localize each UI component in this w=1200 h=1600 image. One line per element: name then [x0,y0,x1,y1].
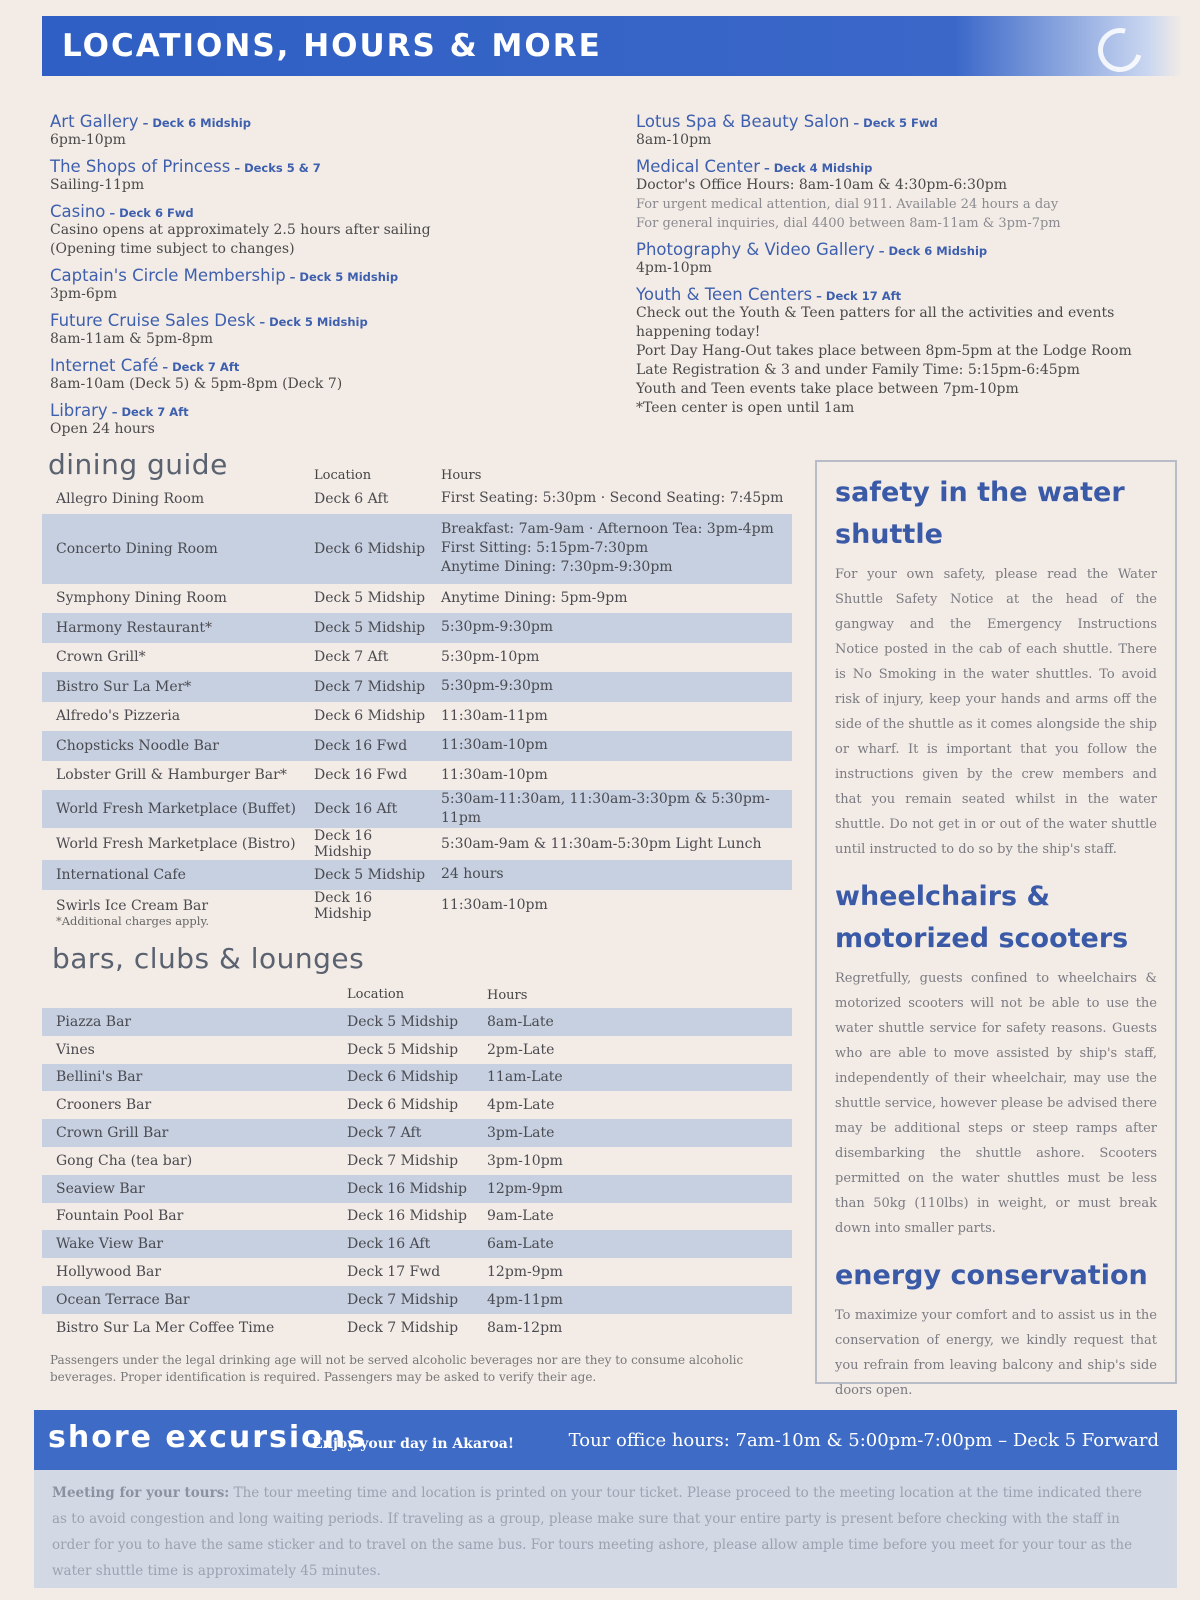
bar-name: Ocean Terrace Bar [56,1291,190,1308]
venue-block [50,157,610,195]
bar-name: Bellini's Bar [56,1069,143,1086]
shore-body [34,1470,1177,1588]
bar-row [42,1203,792,1231]
venue-deck: – Decks 5 & 7 [234,161,321,175]
bar-name: Crooners Bar [56,1097,152,1114]
venue-deck: – Deck 5 Midship [259,315,368,329]
venue-detail: happening today! [636,324,761,340]
bar-row [42,1286,792,1314]
safety-sidebar [815,460,1177,1398]
dining-hours [427,702,792,732]
venue-heading [50,157,610,176]
dining-name: World Fresh Marketplace (Buffet) [56,801,297,817]
venue-detail: Casino opens at approximately 2.5 hours after sailing [50,222,431,238]
dining-location: Deck 16 Fwd [314,737,408,754]
bar-name: Seaview Bar [56,1180,145,1197]
bar-row [42,1230,792,1258]
dining-location: Deck 7 Aft [314,649,389,666]
bar-name: Hollywood Bar [56,1264,162,1281]
shore-text: The tour meeting time and location is printed on your tour ticket. Please proceed to the meeting location at the time indicated there as to avoid congestion and long waiting periods. If traveling as a group, please make sure that your entire party is present before checking with the staff in order for you to have the same sticker and to travel on the same bus. For tours meeting ashore, please allow ample time before you meet for your tour as the water shuttle time is approximately 45 minutes. [52,1485,1143,1579]
venue-block [636,157,1136,233]
dining-row [42,702,792,732]
dining-location: Deck 6 Midship [314,708,426,725]
dining-name: Swirls Ice Cream Bar [56,897,209,914]
dining-row [42,643,792,673]
dining-hours [427,643,792,673]
venue-name: Internet Café [50,356,159,375]
venue-detail: Check out the Youth & Teen patters for all the activities and events [636,305,1115,321]
dining-hours [427,484,792,514]
dining-note: *Additional charges apply. [56,914,210,928]
bar-row [42,1064,792,1092]
bar-hours: 12pm-9pm [487,1180,563,1197]
venue-block [50,266,610,304]
bar-name: Vines [56,1041,95,1058]
dining-name: Lobster Grill & Hamburger Bar* [56,767,287,784]
venue-heading [50,112,610,131]
bar-hours: 8am-Late [487,1013,554,1030]
tour-office-hours: Tour office hours: 7am-10m & 5:00pm-7:00pm – Deck 5 Forward [568,1430,1159,1451]
dining-hours-line: Anytime Dining: 7:30pm-9:30pm [441,559,673,575]
dining-hours-line: First Sitting: 5:15pm-7:30pm [441,540,649,556]
dining-hours-line: 5:30am-9am & 11:30am-5:30pm Light Lunch [441,835,762,852]
bars-title: bars, clubs & lounges [52,942,365,975]
dining-hours-line: 24 hours [441,866,504,883]
bar-name: Fountain Pool Bar [56,1208,184,1225]
dining-row [42,731,792,761]
bar-row [42,1258,792,1286]
dining-location: Deck 5 Midship [314,866,426,883]
venue-detail: 8am-10am (Deck 5) & 5pm-8pm (Deck 7) [50,376,343,392]
dining-hours [427,890,792,922]
dining-row [42,613,792,643]
venue-name: Youth & Teen Centers [636,285,813,304]
venue-detail: Open 24 hours [50,421,155,437]
dining-row [42,672,792,702]
bar-row [42,1147,792,1175]
bar-name: Gong Cha (tea bar) [56,1152,193,1169]
venue-block [50,202,610,259]
energy-text: To maximize your comfort and to assist us in the conservation of energy, we kindly request that you refrain from leaving balcony and ship's side doors open. [835,1308,1157,1398]
shore-excursions-banner [34,1410,1177,1470]
venue-heading [50,202,610,221]
dining-hours [427,514,792,584]
venue-name: Lotus Spa & Beauty Salon [636,112,850,131]
bar-name: Crown Grill Bar [56,1125,169,1142]
dining-name: Bistro Sur La Mer* [56,678,192,695]
venue-deck: – Deck 7 Aft [162,360,240,374]
wheelchairs-text: Regretfully, guests confined to wheelchairs & motorized scooters will not be able to use the water shuttle service for safety reasons. Guests who are able to move assisted by ship's staff, independently of their wheelchair, may use the shuttle service, however please be advised there may be additional steps or steep ramps after disembarking the shuttle ashore. Scooters permitted on the water shuttles must be less than 50kg (110lbs) in weight, or must break down into smaller parts. [835,971,1157,1236]
bar-hours: 6am-Late [487,1236,554,1253]
bar-location: Deck 7 Aft [347,1125,422,1142]
venue-name: Casino [50,202,106,221]
venue-block [50,401,610,439]
dining-row [42,484,792,514]
dining-hours [427,790,792,828]
bar-location: Deck 5 Midship [347,1013,459,1030]
bar-hours: 8am-12pm [487,1319,563,1336]
venue-heading [636,157,1136,176]
dining-name: World Fresh Marketplace (Bistro) [56,836,296,852]
venue-detail: 4pm-10pm [636,260,712,276]
bar-row [42,1091,792,1119]
dining-hours [427,613,792,643]
venue-detail: 8am-11am & 5pm-8pm [50,331,214,347]
venue-heading [50,311,610,330]
dining-location: Deck 6 Midship [314,540,426,557]
dining-location: Deck 5 Midship [314,590,426,607]
water-shuttle-title: safety in the water shuttle [835,477,1125,550]
dining-hours [427,672,792,702]
venue-heading [50,356,610,375]
bar-location: Deck 7 Midship [347,1319,459,1336]
dining-hours-line: 5:30am-11:30am, 11:30am-3:30pm & 5:30pm-11pm [441,791,770,826]
venue-block [636,112,1136,150]
venue-name: Future Cruise Sales Desk [50,311,256,330]
venue-detail: Youth and Teen events take place between 7pm-10pm [636,381,1019,397]
dining-row [42,790,792,828]
dining-location: Deck 16 Fwd [314,767,408,784]
dining-location: Deck 6 Aft [314,490,389,507]
shore-subtitle: Enjoy your day in Akaroa! [312,1436,514,1452]
shore-lead: Meeting for your tours: [52,1485,230,1501]
dining-hours [427,860,792,890]
venue-note: For general inquiries, dial 4400 between 8am-11am & 3pm-7pm [636,216,1061,231]
venue-deck: – Deck 6 Fwd [109,206,194,220]
bar-location: Deck 6 Midship [347,1097,459,1114]
bar-location: Deck 16 Midship [347,1180,467,1197]
venue-detail: (Opening time subject to changes) [50,241,295,257]
dining-table [42,484,792,922]
venue-deck: – Deck 5 Fwd [853,116,938,130]
dining-name: Alfredo's Pizzeria [56,708,181,725]
venue-detail: Doctor's Office Hours: 8am-10am & 4:30pm-6:30pm [636,177,1008,193]
bar-hours: 3pm-10pm [487,1152,563,1169]
bar-row [42,1175,792,1203]
shore-title: shore excursions [48,1420,368,1455]
venue-heading [636,112,1136,131]
venue-deck: – Deck 17 Aft [816,289,902,303]
venue-deck: – Deck 7 Aft [111,405,189,419]
bar-hours: 4pm-Late [487,1097,555,1114]
bar-location: Deck 16 Aft [347,1236,431,1253]
dining-row [42,860,792,890]
dining-hours-line: 5:30pm-10pm [441,648,540,665]
bar-hours: 4pm-11pm [487,1291,563,1308]
dining-hours-line: Anytime Dining: 5pm-9pm [441,589,628,606]
dining-hours-line: Breakfast: 7am-9am · Afternoon Tea: 3pm-4pm [441,521,774,537]
venue-name: Library [50,401,108,420]
venue-heading [636,240,1136,259]
dining-name: International Cafe [56,866,186,883]
dining-hours-line: 11:30am-10pm [441,897,548,913]
bar-location: Deck 7 Midship [347,1152,459,1169]
bar-row [42,1036,792,1064]
dining-name: Crown Grill* [56,649,146,666]
dining-col-location: Location [314,468,372,483]
dining-location: Deck 16 Midship [314,828,373,860]
venue-block [50,112,610,150]
bar-row [42,1119,792,1147]
bars-table [42,1008,792,1342]
dining-hours-line: 5:30pm-9:30pm [441,619,554,636]
bar-hours: 12pm-9pm [487,1264,563,1281]
venue-note: For urgent medical attention, dial 911. Available 24 hours a day [636,197,1059,212]
dining-row [42,514,792,584]
page-title: LOCATIONS, HOURS & MORE [62,28,602,64]
bar-location: Deck 5 Midship [347,1041,459,1058]
venue-block [636,285,1136,418]
bars-note: Passengers under the legal drinking age will not be served alcoholic beverages nor are they to consume alcoholic beverages. Proper identification is required. Passengers may be asked to verify their age. [50,1353,744,1384]
dining-hours-line: First Seating: 5:30pm · Second Seating: 7:45pm [441,490,784,507]
header-banner [42,16,1182,76]
venue-detail: 8am-10pm [636,132,712,148]
venue-heading [50,401,610,420]
dining-location: Deck 7 Midship [314,678,426,695]
dining-hours [427,584,792,614]
venue-name: Photography & Video Gallery [636,240,875,259]
dining-row [42,828,792,860]
dining-hours-line: 11:30am-11pm [441,707,548,724]
venue-name: The Shops of Princess [50,157,231,176]
venue-name: Art Gallery [50,112,139,131]
bar-location: Deck 17 Fwd [347,1264,441,1281]
venue-deck: – Deck 6 Midship [878,244,988,258]
bar-location: Deck 6 Midship [347,1069,459,1086]
venue-deck: – Deck 6 Midship [142,116,251,130]
dining-row [42,584,792,614]
dining-hours-line: 5:30pm-9:30pm [441,678,554,695]
water-shuttle-text: For your own safety, please read the Water Shuttle Safety Notice at the head of the gangway and the Emergency Instructions Notice posted in the cab of each shuttle. There is No Smoking in the water shuttles. To avoid risk of injury, keep your hands and arms off the side of the shuttle as it comes alongside the ship or wharf. It is important that you follow the instructions given by the crew members and that you remain seated whilst in the water shuttle. Do not get in or out of the water shuttle until instructed to do so by the ship's staff. [835,567,1157,857]
energy-title: energy conservation [835,1260,1148,1291]
venue-detail: 6pm-10pm [50,132,126,148]
dining-location: Deck 16 Aft [314,801,398,817]
bar-hours: 2pm-Late [487,1041,555,1058]
bar-name: Bistro Sur La Mer Coffee Time [56,1319,275,1336]
dining-hours-line: 11:30am-10pm [441,737,548,754]
bar-row [42,1314,792,1342]
bar-location: Deck 16 Midship [347,1208,467,1225]
bar-name: Piazza Bar [56,1013,132,1030]
bar-hours: 9am-Late [487,1208,554,1225]
bars-col-location: Location [347,987,405,1002]
bar-name: Wake View Bar [56,1236,164,1253]
venue-deck: – Deck 4 Midship [764,161,873,175]
bars-col-hours: Hours [487,988,528,1003]
venue-heading [50,266,610,285]
venue-name: Captain's Circle Membership [50,266,286,285]
wheelchairs-title: wheelchairs & motorized scooters [835,881,1129,954]
bar-hours: 3pm-Late [487,1125,555,1142]
venues-left [50,112,610,446]
bar-location: Deck 7 Midship [347,1291,459,1308]
venue-detail: 3pm-6pm [50,286,118,302]
dining-name: Allegro Dining Room [56,490,205,507]
dining-title: dining guide [48,448,228,481]
dining-col-hours: Hours [441,468,482,483]
venue-detail: Late Registration & 3 and under Family Time: 5:15pm-6:45pm [636,362,1080,378]
dining-hours [427,731,792,761]
dining-name: Symphony Dining Room [56,590,227,607]
dining-hours [427,828,792,860]
venue-detail: Sailing-11pm [50,177,145,193]
dining-location: Deck 16 Midship [314,889,373,922]
venue-block [50,356,610,394]
dining-location: Deck 5 Midship [314,619,426,636]
venues-right [636,112,1136,425]
logo-icon [1090,20,1150,80]
venue-detail: *Teen center is open until 1am [636,400,855,416]
venue-block [636,240,1136,278]
dining-name: Harmony Restaurant* [56,619,213,636]
dining-row [42,761,792,791]
dining-name: Chopsticks Noodle Bar [56,737,219,754]
venue-name: Medical Center [636,157,760,176]
bar-hours: 11am-Late [487,1069,563,1086]
bar-row [42,1008,792,1036]
venue-detail: Port Day Hang-Out takes place between 8pm-5pm at the Lodge Room [636,343,1132,359]
venue-deck: – Deck 5 Midship [289,270,399,284]
venue-block [50,311,610,349]
dining-hours-line: 11:30am-10pm [441,766,548,783]
dining-hours [427,761,792,791]
venue-heading [636,285,1136,304]
dining-name: Concerto Dining Room [56,540,218,557]
